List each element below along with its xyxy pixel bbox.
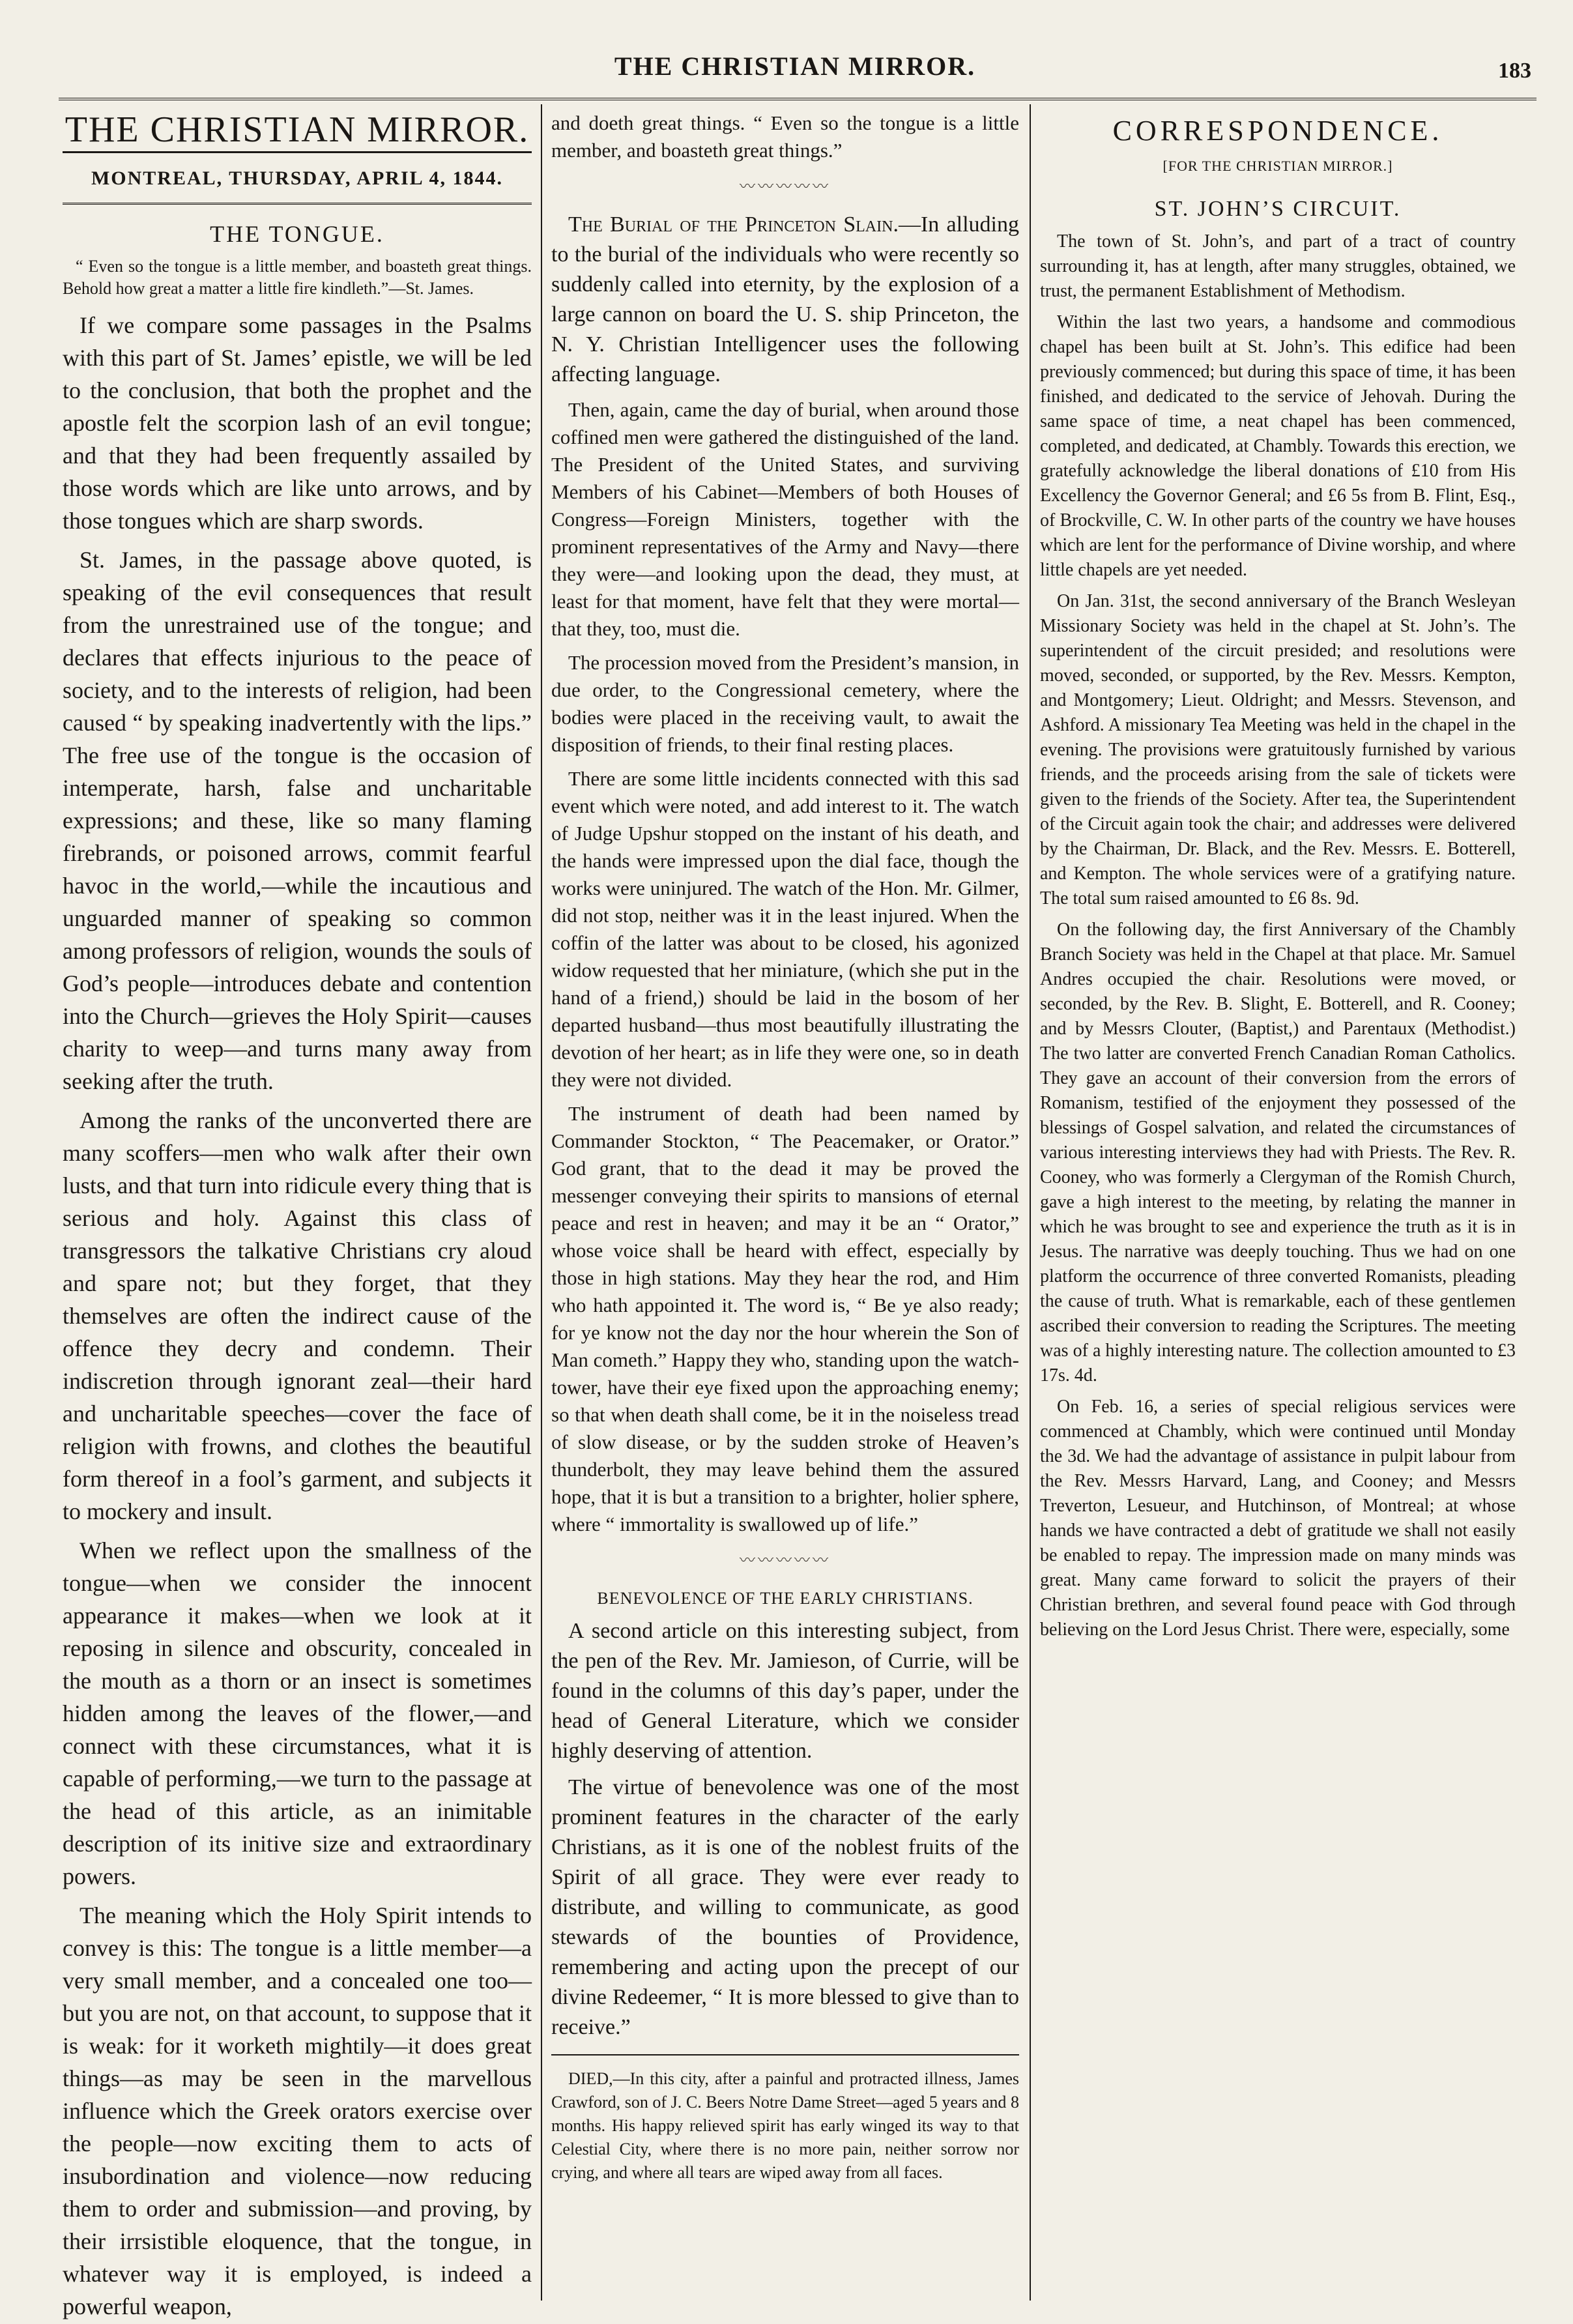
page-number: 183 [1498, 59, 1531, 83]
column-right [1040, 109, 1516, 2286]
column-middle [551, 109, 1019, 2286]
burial-paragraph: Then, again, came the day of burial, when around those coffined men were gathered the distinguished of the land. The President of the United States, and surviving Members of his Cabinet—Members of both Houses of Congress—Foreign Ministers, together with the prominent representatives of the Army and Navy—there they were—and looking upon the dead, they must, at least for that moment, have felt that they were mortal—that they, too, must die. [551, 398, 1019, 640]
tongue-paragraph: Among the ranks of the unconverted there are many scoffers—men who walk after their own lusts, and that turn into ridicule every thing that is serious and holy. Against this class of transgressors the talkative Christians cry aloud and spare not; but they forget, that they themselves are often the indirect cause of the offence they decry and condemn. Their indiscretion through ignorant zeal—their hard and uncharitable speeches—cover the face of religion with frowns, and clothes the beautiful form thereof in a fool’s garment, and subjects it to mockery and insult. [63, 1107, 532, 1524]
tongue-paragraph: When we reflect upon the smallness of the tongue—when we consider the innocent appearance it makes—when we look at it reposing in silence and obscurity, concealed in the mouth as a thorn or an insect is sometimes hidden among the leaves of the flower,—and connect with these circumstances, what it is capable of performing,—we turn to the passage at the head of this article, as an inimitable description of its initive size and extraordinary powers. [63, 1537, 532, 1889]
running-title: THE CHRISTIAN MIRROR. [614, 51, 976, 81]
obituary-notice: DIED,—In this city, after a painful and protracted illness, James Crawford, son of J. C. Beers Notre Dame Street—aged 5 years and 8 months. His happy relieved spirit has early winged its way to that Celestial City, where there is no more pain, neither sorrow nor crying, and where all tears are wiped away from all faces. [551, 2069, 1019, 2182]
circuit-heading: ST. JOHN’S CIRCUIT. [1154, 197, 1402, 221]
burial-paragraph: There are some little incidents connected with this sad event which were noted, and add interest to it. The watch of Judge Upshur stopped on the instant of his death, and the hands were impressed upon the dial face, though the works were uninjured. The watch of the Hon. Mr. Gilmer, did not stop, neither was it in the least injured. When the coffin of the latter was about to be closed, his agonized widow requested that her miniature, (which she put in the hand of a friend,) should be laid in the bosom of her departed husband—thus most beautifully illustrating the devotion of her heart; as in life they were one, so in death they were not divided. [551, 767, 1019, 1091]
burial-paragraph: The instrument of death had been named by Commander Stockton, “ The Peacemaker, or Orator.” God grant, that to the dead it may be proved the messenger conveying their spirits to mansions of eternal peace and rest in heaven; and may it be an “ Orator,” whose voice shall be heard with effect, especially by those in high stations. May they hear the rod, and Him who hath appointed it. The word is, “ Be ye also ready; for ye know not the day nor the hour wherein the Son of Man cometh.” Happy they who, standing upon the watch-tower, have their eye fixed upon the approaching enemy; so that when death shall come, be it in the noiseless tread of slow disease, or by the sudden stroke of Heaven’s thunderbolt, they may leave behind them the assured hope, that it is but a transition to a brighter, holier sphere, where “ immortality is swallowed up of life.” [551, 1102, 1019, 1535]
masthead [59, 46, 1531, 98]
article-title-tongue: THE TONGUE. [210, 221, 384, 247]
tongue-continuation: and doeth great things. “ Even so the tongue is a little member, and boasteth great things.” [551, 111, 1019, 162]
top-rule [59, 98, 1537, 104]
burial-intro: —In alluding to the burial of the individuals who were recently so suddenly called into eternity, by the explosion of a large cannon on board the U. S. ship Princeton, the N. Y. Christian Intelligencer uses the following affecting language. [551, 212, 1019, 386]
column-rule-left [541, 104, 542, 2301]
dateline: MONTREAL, THURSDAY, APRIL 4, 1844. [63, 151, 532, 205]
circuit-paragraph: On Feb. 16, a series of special religious services were commenced at Chambly, which were continued until Monday the 3d. We had the advantage of assistance in pulpit labour from the Rev. Messrs Harvard, Lang, and Cooney; and Messrs Treverton, Lesueur, and Hutchinson, of Montreal; at whose hands we have contracted a debt of gratitude we shall not easily be enabled to repay. The impression made on many minds was great. Many came forward to solicit the prayers of their Christian brethren, and several found peace with God through believing on the Lord Jesus Christ. There were, especially, some [1040, 1397, 1516, 1640]
tongue-paragraph: If we compare some passages in the Psalms with this part of St. James’ epistle, we will be led to the conclusion, that both the prophet and the apostle felt the scorpion lash of an evil tongue; and that they had been frequently assailed by those words which are like unto arrows, and by those tongues which are sharp swords. [63, 312, 532, 534]
paper-title: THE CHRISTIAN MIRROR. [65, 109, 530, 150]
circuit-paragraph: The town of St. John’s, and part of a tract of country surrounding it, has at length, after many struggles, obtained, we trust, the permanent Establishment of Methodism. [1040, 231, 1516, 301]
circuit-paragraph: On the following day, the first Anniversary of the Chambly Branch Society was held in the Chapel at that place. Mr. Samuel Andres occupied the chair. Resolutions were moved, or seconded, by the Rev. B. Slight, E. Botterell, and R. Cooney; and by Messrs Clouter, (Baptist,) and Parentaux (Methodist.) The two latter are converted French Canadian Roman Catholics. They gave an account of their conversion from the errors of Romanism, testified of the enjoyment they possessed of the blessings of Gospel salvation, and related the circumstances of various interesting interviews they had with Priests. The Rev. R. Cooney, who was formerly a Clergyman of the Romish Church, gave a high interest to the meeting, by relating the manner in which he was brought to see and experience the truth as it is in Jesus. The narrative was deeply touching. Thus we had on one platform the occurrence of three converted Romanists, pleading the cause of truth. What is remarkable, each of these gentlemen ascribed their conversion to reading the Scriptures. The meeting was of a highly interesting nature. The collection amounted to £3 17s. 4d. [1040, 920, 1516, 1386]
benevolence-paragraph: The virtue of benevolence was one of the most prominent features in the character of the early Christians, as it is one of the noblest fruits of the Spirit of all grace. They were ever ready to distribute, and willing to communicate, as good stewards of the bounties of Providence, remembering and acting upon the precept of our divine Redeemer, “ It is more blessed to give than to receive.” [551, 1775, 1019, 2039]
correspondence-title: CORRESPONDENCE. [1112, 115, 1443, 147]
burial-heading: The Burial of the Princeton Slain. [568, 212, 899, 237]
correspondence-note: [FOR THE CHRISTIAN MIRROR.] [1162, 158, 1393, 174]
tongue-paragraph: The meaning which the Holy Spirit intends to convey is this: The tongue is a little member—a very small member, and a concealed one too—but you are not, on that account, to suppose that it is weak: for it worketh mightily—it does great things—as may be seen in the marvellous influence which the Greek orators exercise over the people—now exciting them to acts of insubordination and violence—now reducing them to order and submission—and proving, by their irrsistible eloquence, that the tongue, in whatever way it is employed, is indeed a powerful weapon, [63, 1902, 532, 2319]
ornament-divider: 〰〰〰〰〰 [740, 179, 831, 196]
circuit-paragraph: On Jan. 31st, the second anniversary of the Branch Wesleyan Missionary Society was held in the chapel at St. John’s. The superintendent of the circuit presided; and resolutions were moved, seconded, or supported, by the Rev. Messrs. Kempton, and Montgomery; Lieut. Oldright; and Messrs. Stevenson, and Ashford. A missionary Tea Meeting was held in the chapel in the evening. The provisions were gratuitously furnished by various friends, and the proceeds arising from the sale of tickets were given to the friends of the Society. After tea, the Superintendent of the Circuit again took the chair; and addresses were delivered by the Chairman, Dr. Black, and the Rev. Messrs. E. Botterell, and Kempton. The whole services were of a gratifying nature. The total sum raised amounted to £6 8s. 9d. [1040, 591, 1516, 908]
benevolence-paragraph: A second article on this interesting subject, from the pen of the Rev. Mr. Jamieson, of Currie, will be found in the columns of this day’s paper, under the head of General Literature, which we consider highly deserving of attention. [551, 1619, 1019, 1763]
benevolence-heading: BENEVOLENCE OF THE EARLY CHRISTIANS. [597, 1589, 974, 1608]
tongue-paragraph: St. James, in the passage above quoted, is speaking of the evil consequences that result from the unrestrained use of the tongue; and declares that effects injurious to the peace of society, and to the interests of religion, had been caused “ by speaking inadvertently with the lips.” The free use of the tongue is the occasion of intemperate, harsh, false and uncharitable expressions; and these, like so many flaming firebrands, or poisoned arrows, commit fearful havoc in the world,—while the incautious and unguarded manner of speaking so common among professors of religion, wounds the souls of God’s people—introduces debate and contention into the Church—grieves the Holy Spirit—causes charity to weep—and turns many away from seeking after the truth. [63, 547, 532, 1094]
column-left [63, 109, 532, 2319]
epigraph: “ Even so the tongue is a little member, and boasteth great things. Behold how great a matter a little fire kindleth.”—St. James. [63, 257, 532, 298]
ornament-divider: 〰〰〰〰〰 [740, 1552, 831, 1569]
rule [551, 2054, 1019, 2055]
column-rule-right [1030, 104, 1031, 2301]
burial-paragraph: The procession moved from the President’s mansion, in due order, to the Congressional cemetery, where the bodies were placed in the receiving vault, to await the disposition of friends, to their final resting places. [551, 651, 1019, 756]
circuit-paragraph: Within the last two years, a handsome and commodious chapel has been built at St. John’s. This edifice had been previously commenced; but during this space of time, it has been finished, and dedicated to the service of Jehovah. During the same space of time, a neat chapel has been commenced, completed, and dedicated, at Chambly. Towards this erection, we gratefully acknowledge the liberal donations of £10 from His Excellency the Governor General; and £6 5s from B. Flint, Esq., of Brockville, C. W. In other parts of the country we have houses which are lent for the performance of Divine worship, and where little chapels are yet needed. [1040, 312, 1516, 580]
